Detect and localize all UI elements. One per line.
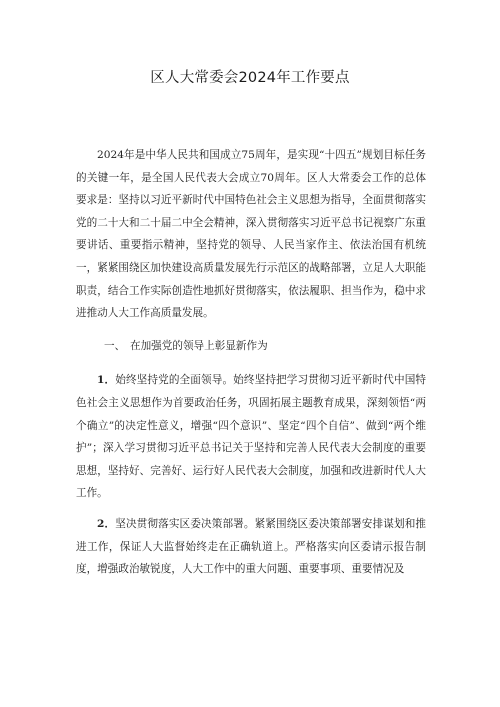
item-number: 2． — [97, 517, 116, 530]
intro-paragraph: 2024年是中华人民共和国成立75周年，是实现“十四五”规划目标任务的关键一年，是全国人民代表大会成立70周年。区人大常委会工作的总体要求是：坚持以习近平新时代中国特色社会主义思想为指导，全面贯彻落实党的二十大和二十届二中全会精神，深入贯彻落实习近平总书记视察广东重要讲话、重要指示精神，坚持党的领导、人民当家作主、依法治国有机统一，紧紧围绕区加快建设高质量发展先行示范区的战略部署，立足人大职能职责，结合工作实际创造性地抓好贯彻落实，依法履职、担当作为，稳中求进推动人大工作高质量发展。 — [76, 149, 426, 320]
document-body — [76, 144, 426, 589]
item-text: 始终坚持党的全面领导。始终坚持把学习贯彻习近平新时代中国特色社会主义思想作为首要政治任务，巩固拓展主题教育成果，深刻领悟“两个确立”的决定性意义，增强“四个意识”、坚定“四个自信”、做到“两个维护”；深入学习贯彻习近平总书记关于坚持和完善人民代表大会制度的重要思想，坚持好、完善好、运行好人民代表大会制度，加强和改进新时代人大工作。 — [76, 374, 427, 500]
section-title: 在加强党的领导上彰显新作为 — [130, 339, 268, 352]
section-heading — [76, 335, 426, 358]
list-item — [76, 513, 426, 581]
section-number: 一、 — [104, 339, 126, 352]
list-item — [76, 369, 426, 505]
item-number: 1． — [97, 374, 116, 387]
item-text: 坚决贯彻落实区委决策部署。紧紧围绕区委决策部署安排谋划和推进工作，保证人大监督始终走在正确轨道上。严格落实向区委请示报告制度，增强政治敏锐度，人大工作中的重大问题、重要事项、重要情况及 — [76, 517, 427, 576]
document-title: 区人大常委会2024年工作要点 — [150, 70, 350, 86]
